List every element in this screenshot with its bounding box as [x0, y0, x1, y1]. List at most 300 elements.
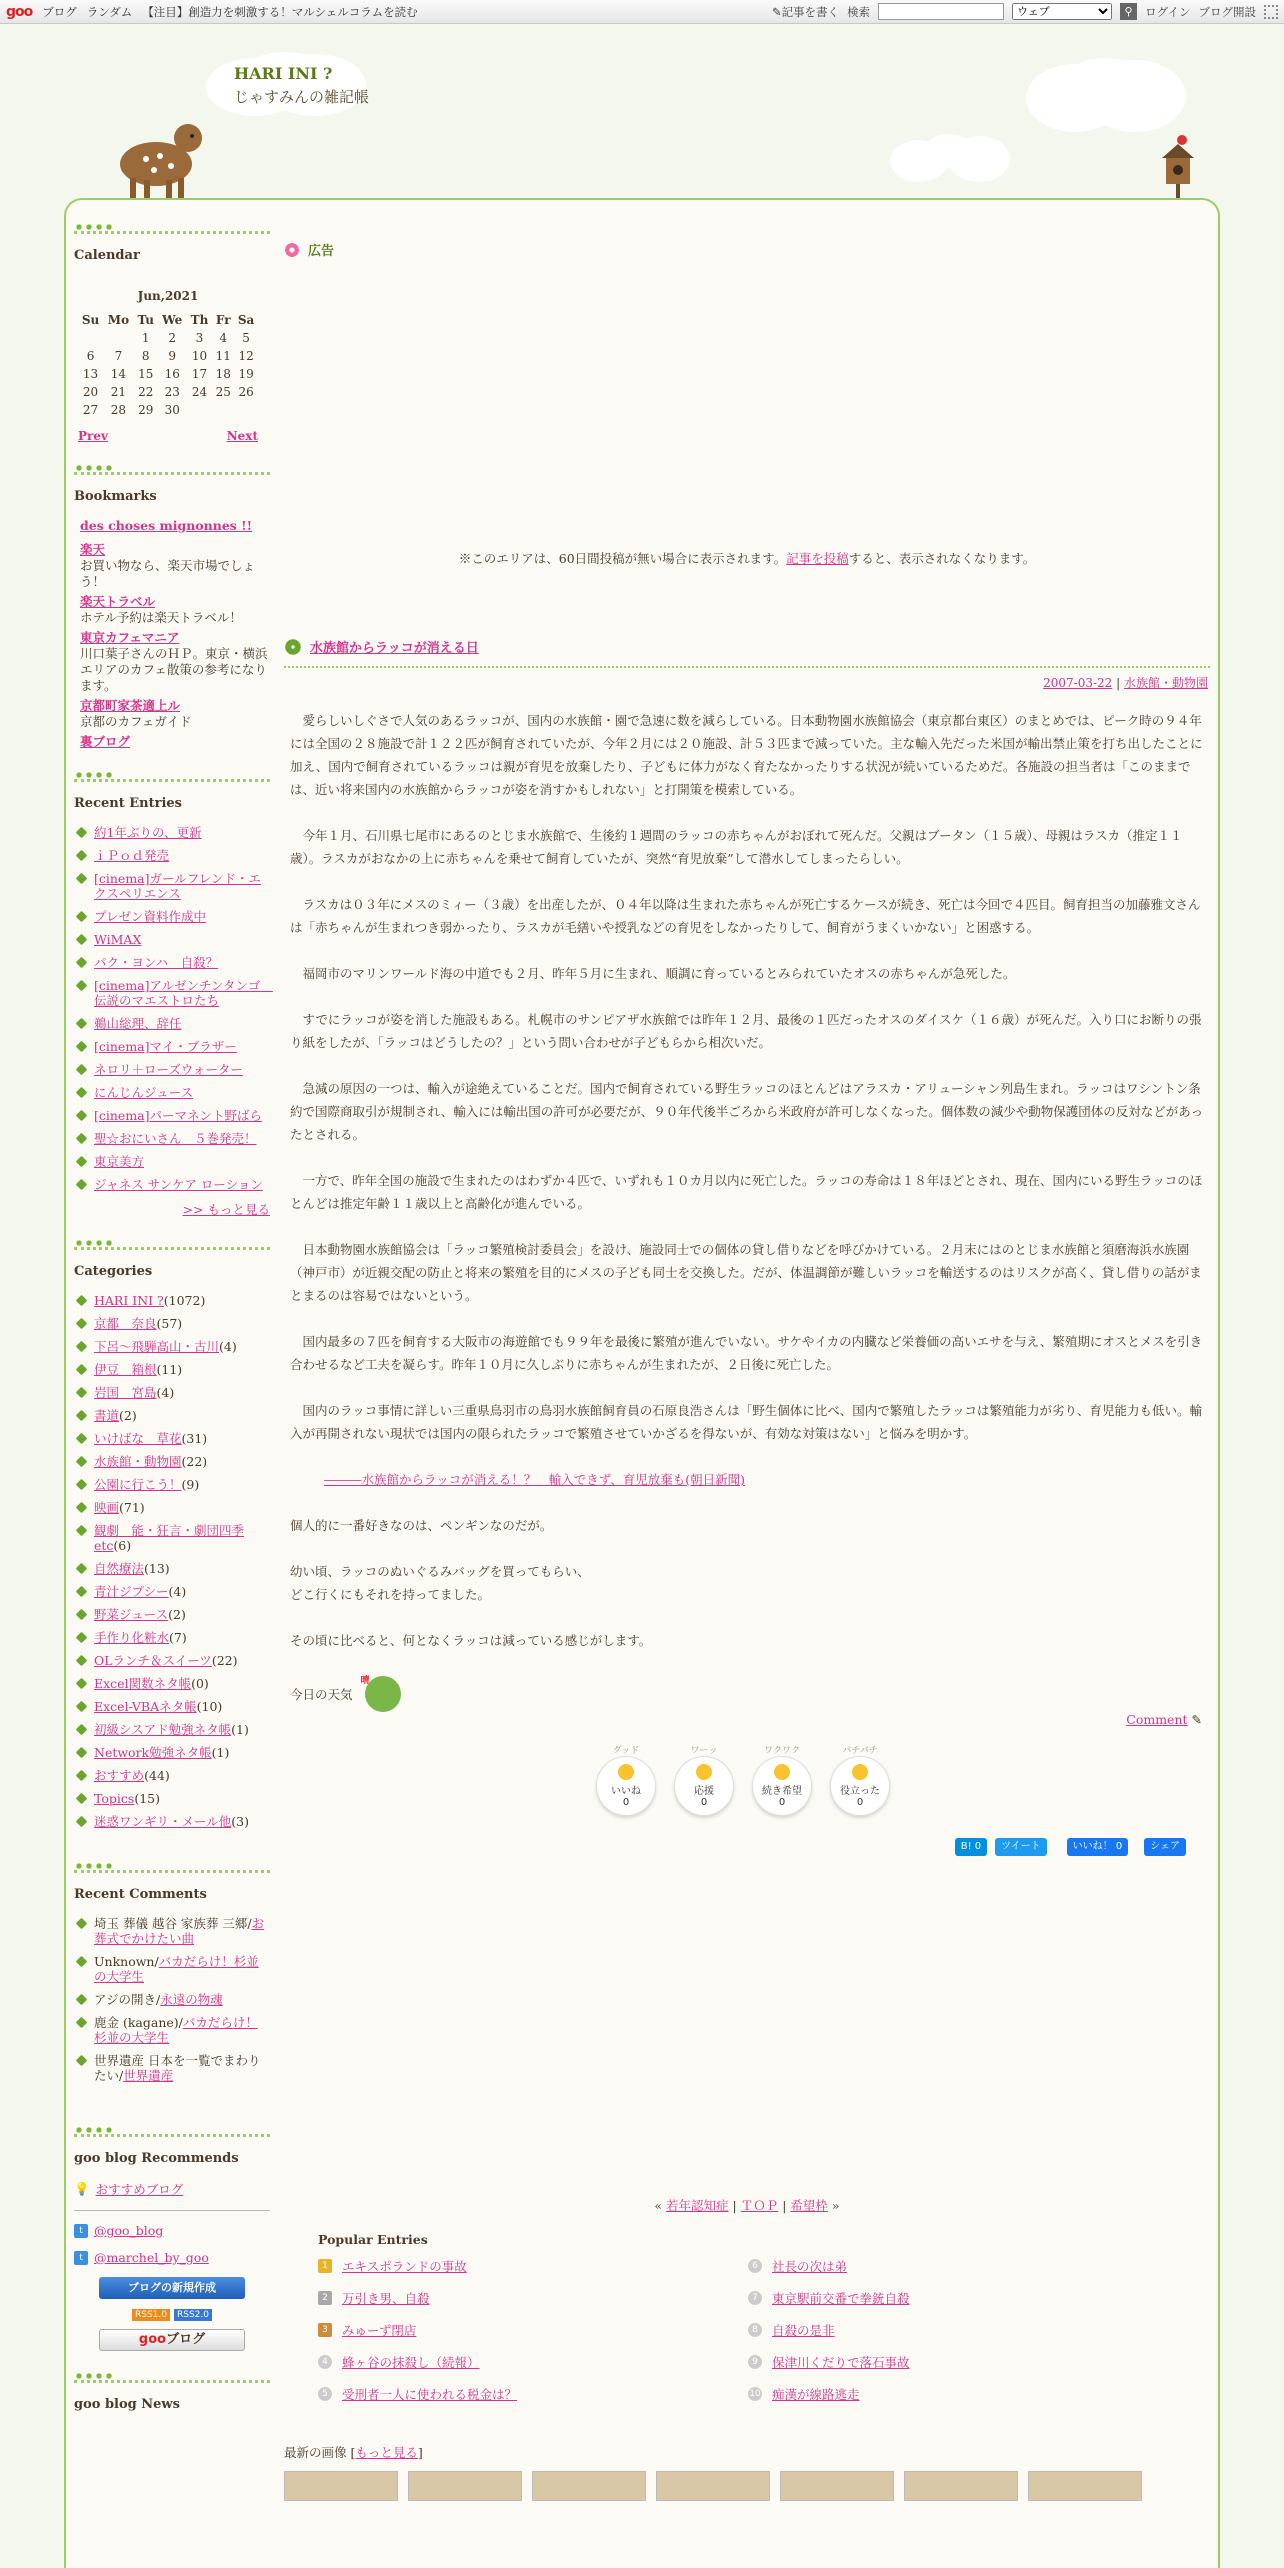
lightbulb-icon: 💡 [74, 2181, 90, 2196]
category-count: (15) [134, 1791, 160, 1806]
popular-entry-link[interactable]: 自殺の是非 [772, 2323, 835, 2338]
list-item [76, 1339, 270, 1354]
leaf-bullet-icon [76, 1918, 88, 1930]
comment-author: 世界遺産 日本を一覧でまわりたい/ [94, 2053, 261, 2083]
post-article-link[interactable]: 記事を投稿 [786, 551, 849, 566]
leaf-bullet-icon [76, 1087, 88, 1099]
list-item [76, 1699, 270, 1714]
recent-entry-link[interactable]: ネロリ＋ローズウォーター [94, 1062, 243, 1077]
author-comment: 幼い頃、ラッコのぬいぐるみバッグを買ってもらい、 どこ行くにもそれを持ってました。 [290, 1564, 590, 1602]
recent-entries-list [76, 825, 273, 1192]
reaction-button[interactable] [752, 1756, 812, 1816]
thumbnail-image[interactable] [904, 2471, 1018, 2501]
calendar-table [78, 311, 258, 419]
leaf-bullet-icon [76, 1563, 88, 1575]
latest-images-more-link[interactable]: もっと見る [355, 2445, 418, 2460]
leaf-bullet-icon [76, 1456, 88, 1468]
reaction-like[interactable] [596, 1743, 656, 1816]
calendar-day: 20 [82, 385, 99, 399]
popular-entry-link[interactable]: エキスポランドの事故 [342, 2259, 467, 2274]
calendar-day: 22 [138, 385, 154, 399]
calendar-week [78, 365, 258, 383]
post-paragraph: すでにラッコが姿を消した施設もある。札幌市のサンピアザ水族館では昨年１２月、最後の１匹だったオスのダイスケ（１６歳）が死んだ。入り口にお断りの張り紙をしたが、「ラッコはどうしたの？」という問い合わせが子どもらから相次いだ。 [290, 1012, 1202, 1050]
calendar-day: 6 [86, 349, 95, 363]
calendar-day [212, 401, 234, 419]
leaf-bullet-icon [76, 911, 88, 923]
popular-item [748, 2321, 1108, 2339]
sunny-weather-icon [365, 1676, 401, 1712]
login-link[interactable]: ログイン [1145, 4, 1191, 19]
category-link[interactable]: 公園に行こう！ [94, 1477, 182, 1492]
category-link[interactable]: Topics [94, 1791, 135, 1806]
popular-item [748, 2385, 1108, 2403]
recent-entry-link[interactable]: [cinema]アルゼンチンタンゴ 伝説のマエストロたち [94, 978, 273, 1008]
leaf-bullet-icon [76, 1525, 88, 1537]
list-item [76, 1316, 270, 1331]
calendar-day: 27 [82, 403, 99, 417]
search-scope-select[interactable] [1012, 3, 1112, 20]
list-item [76, 1454, 270, 1469]
osusume-blog-link[interactable]: おすすめブログ [95, 2182, 184, 2197]
category-link[interactable]: 下呂～飛騨高山・古川 [94, 1339, 220, 1354]
thumbnail-image[interactable] [780, 2471, 894, 2501]
reaction-button[interactable] [674, 1756, 734, 1816]
post-paragraph: 愛らしいしぐさで人気のあるラッコが、国内の水族館・園で急速に数を減らしている。日本動物園水族館協会（東京都台東区）のまとめでは、ピーク時の９４年には全国の２８施設で計１２２匹が飼育されていたが、今年２月には２０施設、計５３匹まで減っていた。主な輸入先だった米国が輸出禁止策を打ち出したことに加え、国内で飼育されているラッコは親が育児を放棄したり、子どもに体力がなく育たなかったりする状況が続いているためだ。各施設の担当者は「このままでは、近い将来国内の水族館からラッコが姿を消すかもしれない」と打開策を模索している。 [290, 713, 1203, 797]
nav-next-arrow: » [831, 2198, 840, 2213]
list-item [76, 1676, 270, 1691]
leaf-bullet-icon [76, 957, 88, 969]
recent-entry-link[interactable]: [cinema]パーマネント野ばら [94, 1108, 263, 1123]
list-item [76, 1992, 270, 2007]
heart-eyes-icon [774, 1764, 790, 1780]
bookmark-link[interactable]: 裏ブログ [80, 734, 131, 749]
recent-entry-link[interactable]: WiMAX [94, 932, 142, 947]
sidebar [74, 220, 273, 2430]
leaf-bullet-icon [76, 1994, 88, 2006]
list-item [76, 1108, 270, 1123]
thumbnail-image[interactable] [532, 2471, 646, 2501]
list-item [76, 1916, 270, 1946]
category-link[interactable]: 京都 奈良 [94, 1316, 157, 1331]
reaction-caption: パチパチ [842, 1746, 878, 1756]
popular-entry-link[interactable]: 受刑者一人に使われる税金は？ [342, 2387, 518, 2402]
facebook-like-button[interactable]: いいね！ 0 [1067, 1838, 1129, 1856]
leaf-bullet-icon [76, 827, 88, 839]
list-item [76, 1584, 270, 1599]
more-entries [74, 1200, 270, 1218]
leaf-bullet-icon [76, 1041, 88, 1053]
weekday: We [162, 313, 183, 327]
category-link[interactable]: おすすめ [94, 1768, 145, 1783]
comment-entry-link[interactable]: 永遠の物魂 [160, 1992, 223, 2007]
tweet-button[interactable]: ツイート [995, 1838, 1047, 1856]
calendar-day: 28 [110, 403, 127, 417]
category-link[interactable]: 水族館・動物園 [94, 1454, 182, 1469]
list-item [76, 1745, 270, 1760]
category-link[interactable]: 書道 [94, 1408, 120, 1423]
bookmark-desc: 京都のカフェガイド [80, 714, 192, 729]
leaf-bullet-icon [76, 1156, 88, 1168]
author-comment: その頃に比べると、何となくラッコは減っている感じがします。 [290, 1633, 652, 1648]
bookmark-link[interactable]: 京都町家茶適上ル [80, 698, 181, 713]
nav-prev-arrow: « [654, 2198, 663, 2213]
leaf-bullet-icon [76, 1295, 88, 1307]
leaf-bullet-icon [76, 850, 88, 862]
reaction-label: 応援 [694, 1786, 714, 1797]
list-item [76, 1362, 270, 1377]
calendar-day [78, 329, 103, 347]
category-count: (10) [196, 1699, 223, 1714]
recent-comments-list [76, 1916, 270, 2083]
latest-images: 最新の画像 [もっと見る] [284, 2443, 1210, 2501]
category-link[interactable]: Network勉強ネタ帳 [94, 1745, 212, 1760]
twitter-row [74, 2250, 270, 2265]
comment-entry-link[interactable]: 世界遺産 [123, 2068, 174, 2083]
list-item [76, 1062, 270, 1077]
leaf-bullet-icon [76, 1364, 88, 1376]
clover-icon [284, 638, 302, 656]
post-title[interactable]: 水族館からラッコが消える日 [310, 641, 479, 656]
reaction-cheer[interactable] [674, 1743, 734, 1816]
category-link[interactable]: Excel-VBAネタ帳 [94, 1699, 197, 1714]
recent-entry-link[interactable]: にんじんジュース [94, 1085, 194, 1100]
weather-label: 今日の天気 [290, 1686, 353, 1702]
hatena-bookmark-button[interactable]: B! 0 [955, 1838, 987, 1856]
category-link[interactable]: 野菜ジュース [94, 1607, 169, 1622]
leaf-bullet-icon [76, 1502, 88, 1514]
popular-item [318, 2321, 748, 2339]
leaf-bullet-icon [76, 1341, 88, 1353]
list-item [76, 825, 270, 840]
next-entry-link[interactable]: 希望枠 [790, 2198, 828, 2213]
calendar-day: 5 [242, 331, 250, 345]
ad-heading: 広告 [308, 244, 335, 259]
write-article-label: 記事を書く [781, 4, 840, 19]
rank-badge: 6 [748, 2259, 762, 2273]
blog-subtitle: じゃすみんの雑記帳 [234, 88, 370, 106]
reaction-button[interactable] [830, 1756, 890, 1816]
recent-entry-link[interactable]: ｉＰｏｄ発売 [94, 848, 170, 863]
post-body [284, 709, 1210, 1712]
recent-entry-link[interactable]: ジャネス サンケア ローション [94, 1177, 263, 1192]
popular-item [318, 2289, 748, 2307]
recent-comments-heading: Recent Comments [74, 1887, 207, 1902]
open-blog-link[interactable]: ブログ開設 [1198, 4, 1256, 19]
recent-entries-section [74, 768, 273, 1218]
apps-grid-icon[interactable] [1264, 5, 1278, 19]
recent-entry-link[interactable]: 鵜山総理、辞任 [94, 1016, 182, 1031]
leaf-bullet-icon [76, 2017, 88, 2029]
twitter-link-goo-blog[interactable]: @goo_blog [94, 2223, 164, 2238]
category-link[interactable]: 伊豆 箱根 [94, 1362, 157, 1377]
category-link[interactable]: 観劇 能・狂言・劇団四季etc [94, 1523, 245, 1553]
goo-blog-button-logo: goo [138, 2332, 167, 2347]
reaction-helpful[interactable] [830, 1743, 890, 1816]
calendar-week [78, 347, 258, 365]
popular-entry-link[interactable]: 蜂ヶ谷の抹殺し（続報） [342, 2355, 480, 2370]
recent-entry-link[interactable]: 東京美方 [94, 1154, 145, 1169]
bookmark-link[interactable]: des choses mignonnes !! [80, 518, 253, 533]
source-article-link[interactable]: ―――水族館からラッコが消える！？ 輸入できず、育児放棄も(朝日新聞) [324, 1472, 746, 1487]
post-paragraph: 福岡市のマリンワールド海の中道でも２月、昨年５月に生まれ、順調に育っているとみられていたオスの赤ちゃんが急死した。 [290, 966, 1016, 981]
thumbnail-image[interactable] [408, 2471, 522, 2501]
category-link[interactable]: 迷惑ワンギリ・メール他 [94, 1814, 232, 1829]
list-item [76, 1154, 270, 1169]
weekday: Fr [215, 313, 231, 327]
search-label: 検索 [847, 4, 871, 19]
leaf-bullet-icon [76, 1133, 88, 1145]
popular-item [748, 2257, 1108, 2275]
post-paragraph: 急減の原因の一つは、輸入が途絶えていることだ。国内で飼育されている野生ラッコのほとんどはアラスカ・アリューシャン列島生まれ。ラッコはワシントン条約で国際商取引が規制され、輸入には輸出国の許可が必要だが、９０年代後半ごろから米政府が許可しなくなった。個体数の減少や動物保護団体の反対などがあったとされる。 [290, 1081, 1204, 1142]
topbar-link-random[interactable]: ランダム [86, 4, 133, 19]
calendar-day: 3 [195, 331, 204, 345]
reaction-want-more[interactable] [752, 1743, 812, 1816]
category-count: (1) [231, 1722, 249, 1737]
comment-entry-link[interactable]: バカだらけ！杉並の大学生 [94, 1954, 259, 1984]
weekday: Mo [107, 313, 130, 327]
recent-comments-section [74, 1859, 270, 2083]
calendar-day: 23 [164, 385, 180, 399]
search-icon: ⚲ [1124, 5, 1133, 18]
leaf-bullet-icon [76, 980, 88, 992]
rank-badge: 7 [748, 2291, 762, 2305]
leaf-bullet-icon [76, 1770, 88, 1782]
reaction-count: 0 [700, 1797, 708, 1808]
list-item [76, 1385, 270, 1400]
popular-entry-link[interactable]: みゅーず閉店 [342, 2323, 417, 2338]
popular-entry-link[interactable]: 痴漢が線路逃走 [772, 2387, 860, 2402]
calendar-day: 30 [164, 403, 180, 417]
weekday: Tu [137, 313, 155, 327]
list-item [76, 1408, 270, 1423]
calendar-day [187, 401, 212, 419]
recommends-section [74, 2123, 270, 2351]
category-link[interactable]: 初級シスアド勉強ネタ帳 [94, 1722, 232, 1737]
bookmark-desc: 川口葉子さんのＨＰ。東京・横浜エリアのカフェ散策の参考になります。 [80, 646, 268, 693]
crown-silver-icon: 2 [318, 2291, 332, 2305]
calendar-day [103, 329, 134, 347]
category-count: (22) [211, 1653, 238, 1668]
category-count: (4) [168, 1584, 187, 1599]
leaf-bullet-icon [76, 1678, 88, 1690]
calendar-day: 12 [238, 349, 254, 363]
image-thumbnails [284, 2471, 1210, 2501]
leaf-bullet-icon [76, 1064, 88, 1076]
leaf-bullet-icon [76, 1433, 88, 1445]
categories-heading: Categories [74, 1264, 153, 1279]
popular-item [748, 2353, 1108, 2371]
comment-entry-link[interactable]: バカだらけ！杉並の大学生 [94, 2015, 258, 2045]
blog-header [0, 24, 1284, 214]
recent-entry-link[interactable]: パク・ヨンハ 自殺？ [94, 955, 219, 970]
recent-entry-link[interactable]: [cinema]マイ・ブラザー [94, 1039, 237, 1054]
calendar-month: Jun,2021 [137, 289, 199, 303]
category-link[interactable]: Excel関数ネタ帳 [94, 1676, 192, 1691]
category-count: (57) [156, 1316, 183, 1331]
weekday: Th [190, 313, 209, 327]
leaf-bullet-icon [76, 1479, 88, 1491]
calendar-day: 29 [138, 403, 154, 417]
calendar-day: 13 [82, 367, 99, 381]
latest-images-label: 最新の画像 [284, 2445, 347, 2460]
list-item [76, 1561, 270, 1576]
search-button[interactable] [1120, 3, 1137, 20]
post-category-link[interactable]: 水族館・動物園 [1123, 676, 1208, 690]
list-item [76, 932, 270, 947]
category-link[interactable]: 青汁ジプシー [94, 1584, 169, 1599]
leaf-bullet-icon [76, 1747, 88, 1759]
recent-entry-link[interactable]: 聖☆おにいさん ５巻発売！ [94, 1131, 257, 1146]
weather-row [290, 1676, 1206, 1712]
thumbnail-image[interactable] [284, 2471, 398, 2501]
main-column [284, 222, 1210, 2501]
list-item [76, 1293, 270, 1308]
category-count: (71) [119, 1500, 145, 1515]
prev-entry-link[interactable]: 若年認知症 [666, 2198, 729, 2213]
author-comment: 個人的に一番好きなのは、ペンギンなのだが。 [290, 1518, 553, 1533]
topbar-link-promo[interactable]: 【注目】創造力を刺激する！マルシェルコラムを読む [142, 4, 418, 19]
pencil-icon: ✎ [771, 4, 782, 19]
top-link[interactable]: ＴＯＰ [740, 2198, 779, 2213]
leaf-bullet-icon [76, 1655, 88, 1667]
comment-link[interactable]: Comment [1126, 1712, 1188, 1727]
bookmark-link[interactable]: 楽天トラベル [80, 594, 156, 609]
rss2-badge[interactable]: RSS2.0 [174, 2309, 212, 2321]
goo-logo[interactable]: goo [6, 3, 33, 20]
reactions [596, 1743, 1210, 1816]
topbar-right [772, 3, 1278, 20]
recent-entry-link[interactable]: 約1年ぶりの、更新 [94, 825, 202, 840]
search-input[interactable] [878, 3, 1004, 20]
list-item [76, 1607, 270, 1622]
thumbs-up-icon [618, 1764, 634, 1780]
recent-entry-link[interactable]: プレゼン資料作成中 [94, 909, 207, 924]
list-item [76, 955, 270, 970]
twitter-icon: t [74, 2224, 88, 2238]
calendar-day: 11 [215, 349, 231, 363]
category-link[interactable]: 岩国 宮島 [94, 1385, 157, 1400]
category-link[interactable]: 手作り化粧水 [94, 1630, 170, 1645]
category-link[interactable]: HARI INI ? [94, 1293, 164, 1308]
calendar-prev-link[interactable]: Prev [78, 429, 108, 443]
leaf-bullet-icon [76, 1724, 88, 1736]
bookmark-link[interactable]: 東京カフェマニア [80, 630, 180, 645]
share-buttons [284, 1838, 1186, 1856]
calendar-day: 19 [238, 367, 254, 381]
write-article-link[interactable] [772, 4, 839, 20]
category-link[interactable]: OLランチ＆スイーツ [94, 1653, 212, 1668]
megaphone-icon [696, 1764, 712, 1780]
comment-row [284, 1712, 1202, 1727]
post-paragraph: 日本動物園水族館協会は「ラッコ繁殖検討委員会」を設け、施設同士での個体の貸し借りなどを呼びかけている。２月末にはのとじま水族館と須磨海浜水族園（神戸市）が近親交配の防止と将来の繁殖を目的にメスの子ども同士を交換した。だが、体温調節が難しいラッコを輸送するのはリスクが高く、貸し借りの話がまとまるのは容易ではないという。 [290, 1242, 1202, 1303]
popular-entry-link[interactable]: 万引き男、自殺 [342, 2291, 430, 2306]
rss1-badge[interactable]: RSS1.0 [132, 2309, 170, 2321]
thumbnail-image[interactable] [656, 2471, 770, 2501]
bookmarks-section [74, 461, 270, 750]
leaf-bullet-icon [76, 1110, 88, 1122]
list-item [76, 1722, 270, 1737]
more-entries-link[interactable]: >> もっと見る [182, 1202, 270, 1217]
topbar-link-blog[interactable]: ブログ [42, 4, 77, 19]
list-item [76, 1814, 270, 1829]
popular-item [318, 2385, 748, 2403]
rank-badge: 10 [749, 2389, 761, 2399]
twitter-row [74, 2223, 270, 2238]
list-item [76, 1954, 270, 1984]
list-item [76, 1477, 270, 1492]
popular-entry-link[interactable]: 社長の次は弟 [772, 2259, 848, 2274]
category-count: (31) [181, 1431, 208, 1446]
leaf-bullet-icon [76, 2055, 88, 2067]
leaf-bullet-icon [76, 1586, 88, 1598]
post-meta: 2007-03-22 | 水族館・動物園 [1043, 676, 1208, 690]
recent-entry-link[interactable]: [cinema]ガールフレンド・エクスペリエンス [94, 871, 261, 901]
category-link[interactable]: いけばな 草花 [94, 1431, 182, 1446]
bookmark-link[interactable]: 楽天 [80, 542, 106, 557]
bookmark-desc: ホテル予約は楽天トラベル！ [80, 610, 242, 625]
calendar-day: 4 [219, 331, 228, 345]
calendar-section [74, 220, 270, 443]
weekday: Su [81, 313, 100, 327]
category-link[interactable]: 映画 [94, 1500, 120, 1515]
popular-entries [318, 2232, 1210, 2403]
list-item [76, 1039, 270, 1054]
thumbnail-image[interactable] [1028, 2471, 1142, 2501]
category-count: (44) [144, 1768, 170, 1783]
section-divider [74, 768, 270, 782]
category-count: (3) [231, 1814, 249, 1829]
post-date-link[interactable]: 2007-03-22 [1043, 676, 1113, 690]
comment-entry-link[interactable]: お葬式でかけたい曲 [94, 1916, 265, 1946]
crown-bronze-icon: 3 [318, 2323, 332, 2337]
reaction-label: 役立った [840, 1786, 880, 1797]
popular-entry-link[interactable]: 保津川くだりで落石事故 [772, 2355, 910, 2370]
calendar-day: 24 [191, 385, 208, 399]
list-item [76, 909, 270, 924]
calendar-next-link[interactable]: Next [226, 429, 258, 443]
category-count: (6) [113, 1538, 132, 1553]
goo-blog-button[interactable] [99, 2329, 245, 2351]
list-item [76, 1016, 270, 1031]
new-blog-button[interactable]: ブログの新規作成 [99, 2277, 245, 2299]
reaction-count: 0 [778, 1797, 786, 1808]
popular-entry-link[interactable]: 東京駅前交番で拳銃自殺 [772, 2291, 910, 2306]
categories-section [74, 1236, 270, 1829]
twitter-link-marchel[interactable]: @marchel_by_goo [94, 2250, 209, 2265]
list-item [76, 978, 273, 1008]
blog-title[interactable]: HARI INI ? [234, 64, 333, 83]
facebook-share-button[interactable]: シェア [1144, 1838, 1186, 1856]
list-item [76, 1630, 270, 1645]
reaction-button[interactable] [596, 1756, 656, 1816]
weekday: Sa [237, 313, 255, 327]
leaf-bullet-icon [76, 1387, 88, 1399]
rank-badge: 4 [318, 2355, 332, 2369]
recent-entries-heading: Recent Entries [74, 796, 182, 811]
leaf-bullet-icon [76, 1816, 88, 1828]
category-count: (1) [211, 1745, 230, 1760]
pencil-icon: ✎ [1191, 1712, 1202, 1727]
category-link[interactable]: 自然療法 [94, 1561, 145, 1576]
calendar-weekdays [78, 311, 258, 329]
leaf-bullet-icon [76, 1793, 88, 1805]
comment-author: 鹿金 (kagane)/ [94, 2015, 183, 2030]
leaf-bullet-icon [76, 1609, 88, 1621]
list-item [76, 1131, 270, 1146]
popular-grid [318, 2257, 1210, 2403]
calendar-day: 25 [215, 385, 231, 399]
rank-badge: 8 [748, 2323, 762, 2337]
